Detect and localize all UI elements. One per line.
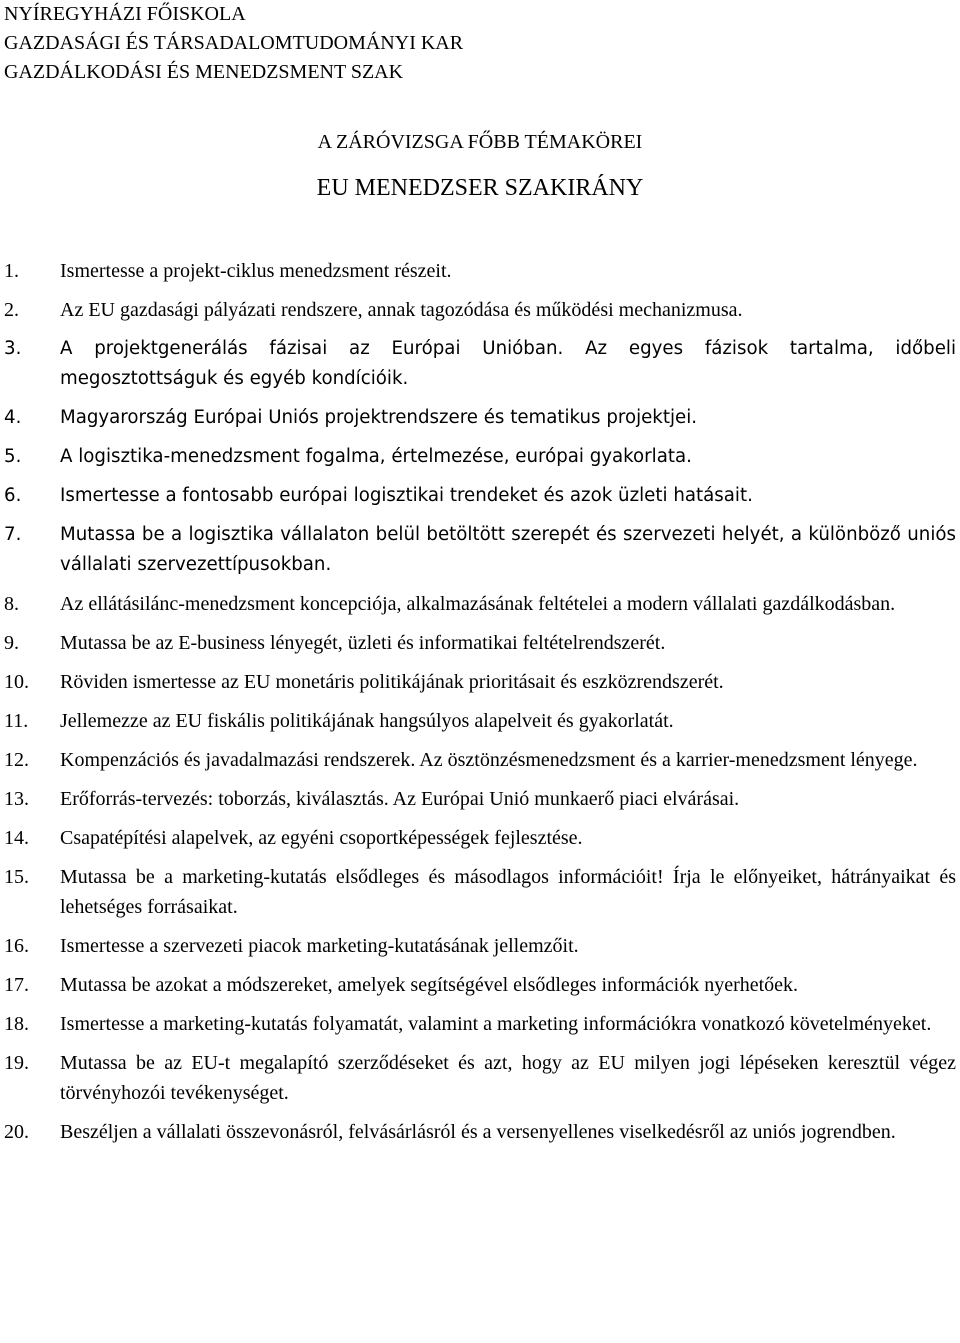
list-item: [4, 823, 956, 853]
list-item: [4, 667, 956, 697]
item-text: Kompenzációs és javadalmazási rendszerek. Az ösztönzésmenedzsment és a karrier-menedzsment lényege.: [60, 749, 918, 771]
item-number: 19.: [4, 1052, 29, 1074]
list-item: [4, 589, 956, 619]
document-title: A ZÁRÓVIZSGA FŐBB TÉMAKÖREI: [317, 131, 643, 153]
item-number: 15.: [4, 866, 29, 888]
topic-list: [4, 256, 956, 1156]
document-subtitle: EU MENEDZSER SZAKIRÁNY: [316, 175, 644, 201]
item-text: Mutassa be az E-business lényegét, üzleti és informatikai feltételrendszerét.: [60, 632, 666, 654]
list-item: [4, 970, 956, 1000]
item-text: Magyarország Európai Uniós projektrendszere és tematikus projektjei.: [60, 407, 698, 428]
item-text: Az EU gazdasági pályázati rendszere, annak tagozódása és működési mechanizmusa.: [60, 299, 743, 321]
item-text: Mutassa be az EU-t megalapító szerződéseket és azt, hogy az EU milyen jogi lépéseken keresztül végez törvényhozói tevékenységet.: [60, 1052, 956, 1104]
list-item: [4, 520, 956, 580]
item-text: Csapatépítési alapelvek, az egyéni csoportképességek fejlesztése.: [60, 827, 583, 849]
list-item: [4, 628, 956, 658]
item-text: Az ellátásilánc-menedzsment koncepciója, alkalmazásának feltételei a modern vállalati gazdálkodásban.: [60, 593, 896, 615]
item-text: A projektgenerálás fázisai az Európai Unióban. Az egyes fázisok tartalma, időbeli megosztottságuk és egyéb kondícióik.: [60, 338, 956, 389]
list-item: [4, 1048, 956, 1108]
item-number: 10.: [4, 671, 29, 693]
item-number: 3.: [4, 338, 22, 359]
list-item: [4, 931, 956, 961]
list-item: [4, 784, 956, 814]
item-number: 16.: [4, 935, 29, 957]
item-number: 17.: [4, 974, 29, 996]
item-text: Mutassa be a marketing-kutatás elsődleges és másodlagos információit! Írja le előnyeiket, hátrányaikat és lehetséges forrásaikat.: [60, 866, 956, 918]
item-text: A logisztika-menedzsment fogalma, értelmezése, európai gyakorlata.: [60, 446, 692, 467]
item-text: Jellemezze az EU fiskális politikájának hangsúlyos alapelveit és gyakorlatát.: [60, 710, 674, 732]
list-item: [4, 334, 956, 394]
item-number: 14.: [4, 827, 29, 849]
list-item: [4, 706, 956, 736]
item-text: Ismertesse a projekt-ciklus menedzsment részeit.: [60, 260, 452, 282]
item-number: 20.: [4, 1121, 29, 1143]
item-text: Ismertesse a fontosabb európai logisztikai trendeket és azok üzleti hatásait.: [60, 485, 753, 506]
item-text: Mutassa be a logisztika vállalaton belül betöltött szerepét és szervezeti helyét, a különböző uniós vállalati szervezettípusokban.: [60, 524, 956, 575]
item-number: 13.: [4, 788, 29, 810]
item-text: Erőforrás-tervezés: toborzás, kiválasztás. Az Európai Unió munkaerő piaci elvárásai.: [60, 788, 740, 810]
institution-header: [4, 0, 463, 87]
header-institution: NYÍREGYHÁZI FŐISKOLA: [4, 3, 246, 25]
header-program: GAZDÁLKODÁSI ÉS MENEDZSMENT SZAK: [4, 61, 404, 83]
list-item: [4, 442, 956, 472]
list-item: [4, 403, 956, 433]
item-number: 5.: [4, 446, 22, 467]
list-item: [4, 256, 956, 286]
item-text: Mutassa be azokat a módszereket, amelyek segítségével elsődleges információk nyerhetőek.: [60, 974, 799, 996]
header-faculty: GAZDASÁGI ÉS TÁRSADALOMTUDOMÁNYI KAR: [4, 32, 464, 54]
item-number: 6.: [4, 485, 22, 506]
item-text: Röviden ismertesse az EU monetáris politikájának prioritásait és eszközrendszerét.: [60, 671, 724, 693]
list-item: [4, 1009, 956, 1039]
item-text: Ismertesse a szervezeti piacok marketing-kutatásának jellemzőit.: [60, 935, 579, 957]
item-number: 11.: [4, 710, 29, 732]
item-number: 7.: [4, 524, 22, 545]
item-number: 2.: [4, 299, 19, 321]
item-number: 8.: [4, 593, 19, 615]
item-text: Ismertesse a marketing-kutatás folyamatát, valamint a marketing információkra vonatkozó követelményeket.: [60, 1013, 932, 1035]
item-number: 12.: [4, 749, 29, 771]
list-item: [4, 295, 956, 325]
item-text: Beszéljen a vállalati összevonásról, felvásárlásról és a versenyellenes viselkedésről az uniós jogrendben.: [60, 1121, 896, 1143]
list-item: [4, 745, 956, 775]
item-number: 18.: [4, 1013, 29, 1035]
item-number: 1.: [4, 260, 19, 282]
list-item: [4, 862, 956, 922]
item-number: 9.: [4, 632, 19, 654]
list-item: [4, 481, 956, 511]
list-item: [4, 1117, 956, 1147]
item-number: 4.: [4, 407, 22, 428]
